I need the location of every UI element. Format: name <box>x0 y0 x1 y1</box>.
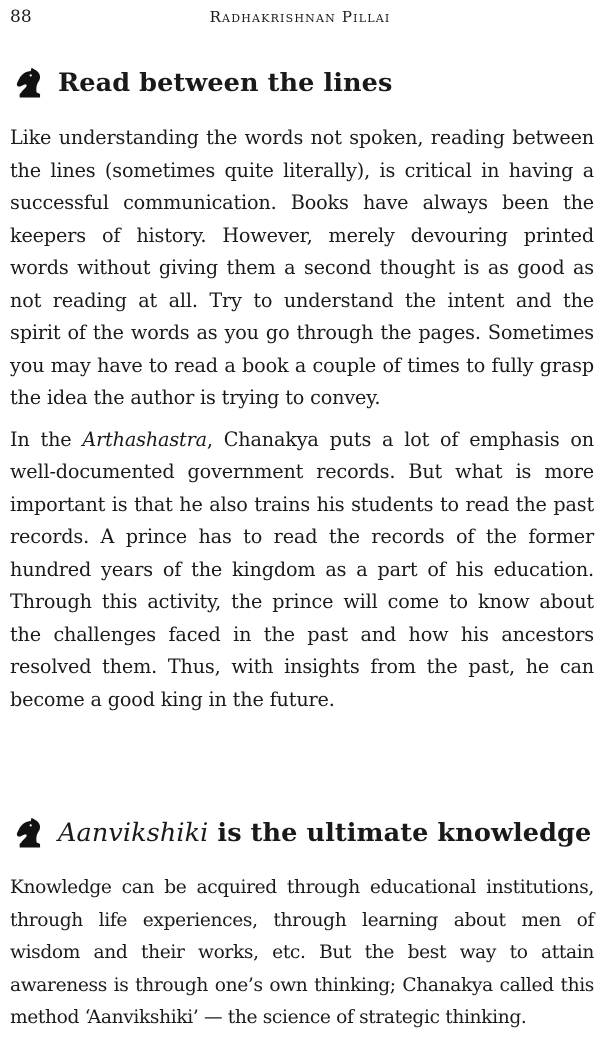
running-head <box>10 6 590 28</box>
section-read-between-the-lines <box>10 62 594 725</box>
paragraph: Like understanding the words not spoken, reading between the lines (sometimes quite literally), is critical in having a successful communication. Books have always been the keepers of history. However, merely devouring printed words without giving them a second thought is as good as not reading at all. Try to understand the intent and the spirit of the words as you go through the pages. Sometimes you may have to read a book a couple of times to fully grasp the idea the author is trying to convey. <box>10 126 594 409</box>
heading-rest: is the ultimate knowledge <box>208 818 592 848</box>
section-heading <box>10 812 594 854</box>
paragraph: Knowledge can be acquired through educational institutions, through life experiences, through learning about men of wisdom and their works, etc. But the best way to attain awareness is through one’s own thinking; Chanakya called this method ‘Aanvikshiki’ — the science of strategic thinking. <box>10 877 594 1028</box>
section-heading-text: Read between the lines <box>58 68 393 98</box>
paragraph <box>10 424 594 717</box>
paragraph-body: , Chanakya puts a lot of emphasis on well-documented government records. But what is more important is that he also trains his students to read the past records. A prince has to read the records of the former hundred years of the kingdom as a part of his education. Through this activity, the prince will come to know about the challenges faced in the past and how his ancestors resolved them. Thus, with insights from the past, he can become a good king in the future. <box>10 427 594 711</box>
book-title-arthashastra: Arthashastra <box>82 427 207 451</box>
chess-knight-icon <box>12 66 46 100</box>
running-title: Radhakrishnan Pillai <box>209 8 391 26</box>
chess-knight-icon <box>12 816 46 850</box>
section-heading-text <box>58 817 591 849</box>
section-heading <box>10 62 594 104</box>
paragraph-lead: In the <box>10 427 83 451</box>
section-aanvikshiki <box>10 812 594 1044</box>
page-number: 88 <box>10 7 32 27</box>
heading-italic-term: Aanvikshiki <box>58 818 209 848</box>
